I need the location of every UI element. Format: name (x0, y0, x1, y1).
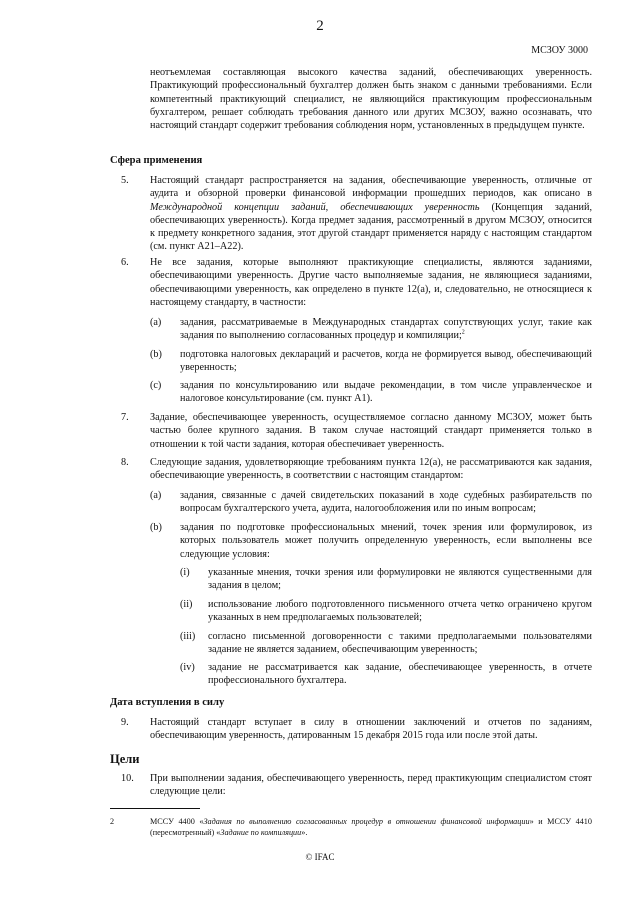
paragraph-8: Следующие задания, удовлетворяющие требованиям пункта 12(a), не рассматриваются как задания, обеспечивающие уверенность, в соответствии с настоящим стандартом: (150, 457, 592, 482)
footnote-text-c: ». (301, 828, 308, 837)
list-item-6a-text: задания, рассматриваемые в Международных стандартах сопутствующих услуг, такие как задания по выполнению согласованных процедур и компиляции; (180, 317, 592, 342)
paragraph-number-8: 8. (121, 457, 129, 468)
paragraph-5-text-b: (Концепция заданий, обеспечивающих уверенность). Когда предмет задания, рассмотренный в другом МСЗОУ, относится к предмету конкретного задания, этот другой стандарт применяется наряду с настоящим стандартом (см. пункт A21–A22). (150, 201, 592, 253)
list-item-8b: задания по подготовке профессиональных мнений, точек зрения или формулировок, из которых пользователь может получить определенную уверенность, если выполнены все следующие условия: (180, 522, 592, 560)
list-label-6c: (c) (150, 380, 162, 391)
footnote-divider (110, 808, 200, 809)
paragraph-number-6: 6. (121, 257, 129, 268)
paragraph-number-7: 7. (121, 412, 129, 423)
condition-i: указанные мнения, точки зрения или формулировки не являются существенными для задания в целом; (208, 567, 592, 592)
paragraph-10: При выполнении задания, обеспечивающего уверенность, перед практикующим специалистом стоят следующие цели: (150, 773, 592, 798)
paragraph-number-9: 9. (121, 717, 129, 728)
list-label-6b: (b) (150, 349, 162, 360)
paragraph-9: Настоящий стандарт вступает в силу в отношении заключений и отчетов по заданиям, обеспечивающим уверенность, датированным 15 декабря 2015 года или после этой даты. (150, 717, 592, 742)
footnote-ref: 2 (461, 329, 465, 336)
paragraph-5 (150, 174, 592, 254)
copyright-footer: © IFAC (305, 852, 335, 862)
footnote-number: 2 (110, 817, 115, 826)
list-item-6a (180, 316, 592, 343)
section-heading-objectives: Цели (110, 752, 140, 766)
footnote-text (150, 816, 592, 838)
footnote-text-b: » и МССУ 4410 (пересмотренный) « (150, 817, 592, 837)
paragraph-7: Задание, обеспечивающее уверенность, осуществляемое согласно данному МСЗОУ, может быть частью более крупного задания. В таком случае настоящий стандарт применяется только в отношении к той части задания, которая обеспечивает уверенность. (150, 412, 592, 450)
paragraph-5-concept-title: Международной концепции заданий, обеспечивающих уверенность (150, 201, 480, 213)
footnote-title-2: Задание по компиляции (220, 828, 302, 837)
condition-ii: использование любого подготовленного письменного отчета четко ограничено кругом указанных в нем предполагаемых пользователей; (208, 599, 592, 624)
condition-label-i: (i) (180, 567, 190, 578)
footnote-text-a: МССУ 4400 « (150, 817, 204, 826)
footnote-title-1: Задания по выполнению согласованных процедур в отношении финансовой информации (203, 817, 530, 826)
condition-label-iv: (iv) (180, 662, 195, 673)
standard-code: МСЗОУ 3000 (531, 45, 588, 56)
condition-label-iii: (iii) (180, 631, 196, 642)
page-number: 2 (316, 18, 324, 34)
section-heading-effective-date: Дата вступления в силу (110, 697, 225, 708)
condition-iii: согласно письменной договоренности с такими предполагаемыми пользователями задание не является заданием, обеспечивающим уверенность; (208, 631, 592, 656)
list-label-6a: (a) (150, 317, 162, 328)
condition-label-ii: (ii) (180, 599, 193, 610)
list-item-6b: подготовка налоговых деклараций и расчетов, когда не формируется вывод, обеспечивающий уверенность; (180, 349, 592, 374)
list-label-8b: (b) (150, 522, 162, 533)
section-heading-scope: Сфера применения (110, 155, 203, 166)
list-label-8a: (a) (150, 490, 162, 501)
paragraph-6: Не все задания, которые выполняют практикующие специалисты, являются заданиями, обеспечивающими уверенность. Другие часто выполняемые задания, не являющиеся заданиями, обеспечивающими уверенность, как определено в пункте 12(a), и, следовательно, не относящиеся к настоящему стандарту, в частности: (150, 257, 592, 308)
intro-paragraph: неотъемлемая составляющая высокого качества заданий, обеспечивающих уверенность. Практикующий профессиональный бухгалтер должен быть знаком с данными требованиями. Если компетентный практикующий специалист, не являющийся практикующим профессиональным бухгалтером, решает соблюдать требования данного или других МСЗОУ, важно осознавать, что настоящий стандарт содержит требования соблюдения норм, установленных в предыдущем пункте. (150, 67, 592, 132)
condition-iv: задание не рассматривается как задание, обеспечивающее уверенность, в отчете профессионального бухгалтера. (208, 662, 592, 687)
paragraph-5-text-a: Настоящий стандарт распространяется на задания, обеспечивающие уверенность, отличные от аудита и обзорной проверки финансовой информации прошедших периодов, как описано в (150, 175, 592, 200)
list-item-8a: задания, связанные с дачей свидетельских показаний в ходе судебных разбирательств по вопросам бухгалтерского учета, аудита, налогообложения или по иным вопросам; (180, 490, 592, 515)
paragraph-number-10: 10. (121, 773, 134, 784)
paragraph-number-5: 5. (121, 175, 129, 186)
list-item-6c: задания по консультированию или выдаче рекомендации, в том числе управленческое и налоговое консультирование (см. пункт A1). (180, 380, 592, 405)
